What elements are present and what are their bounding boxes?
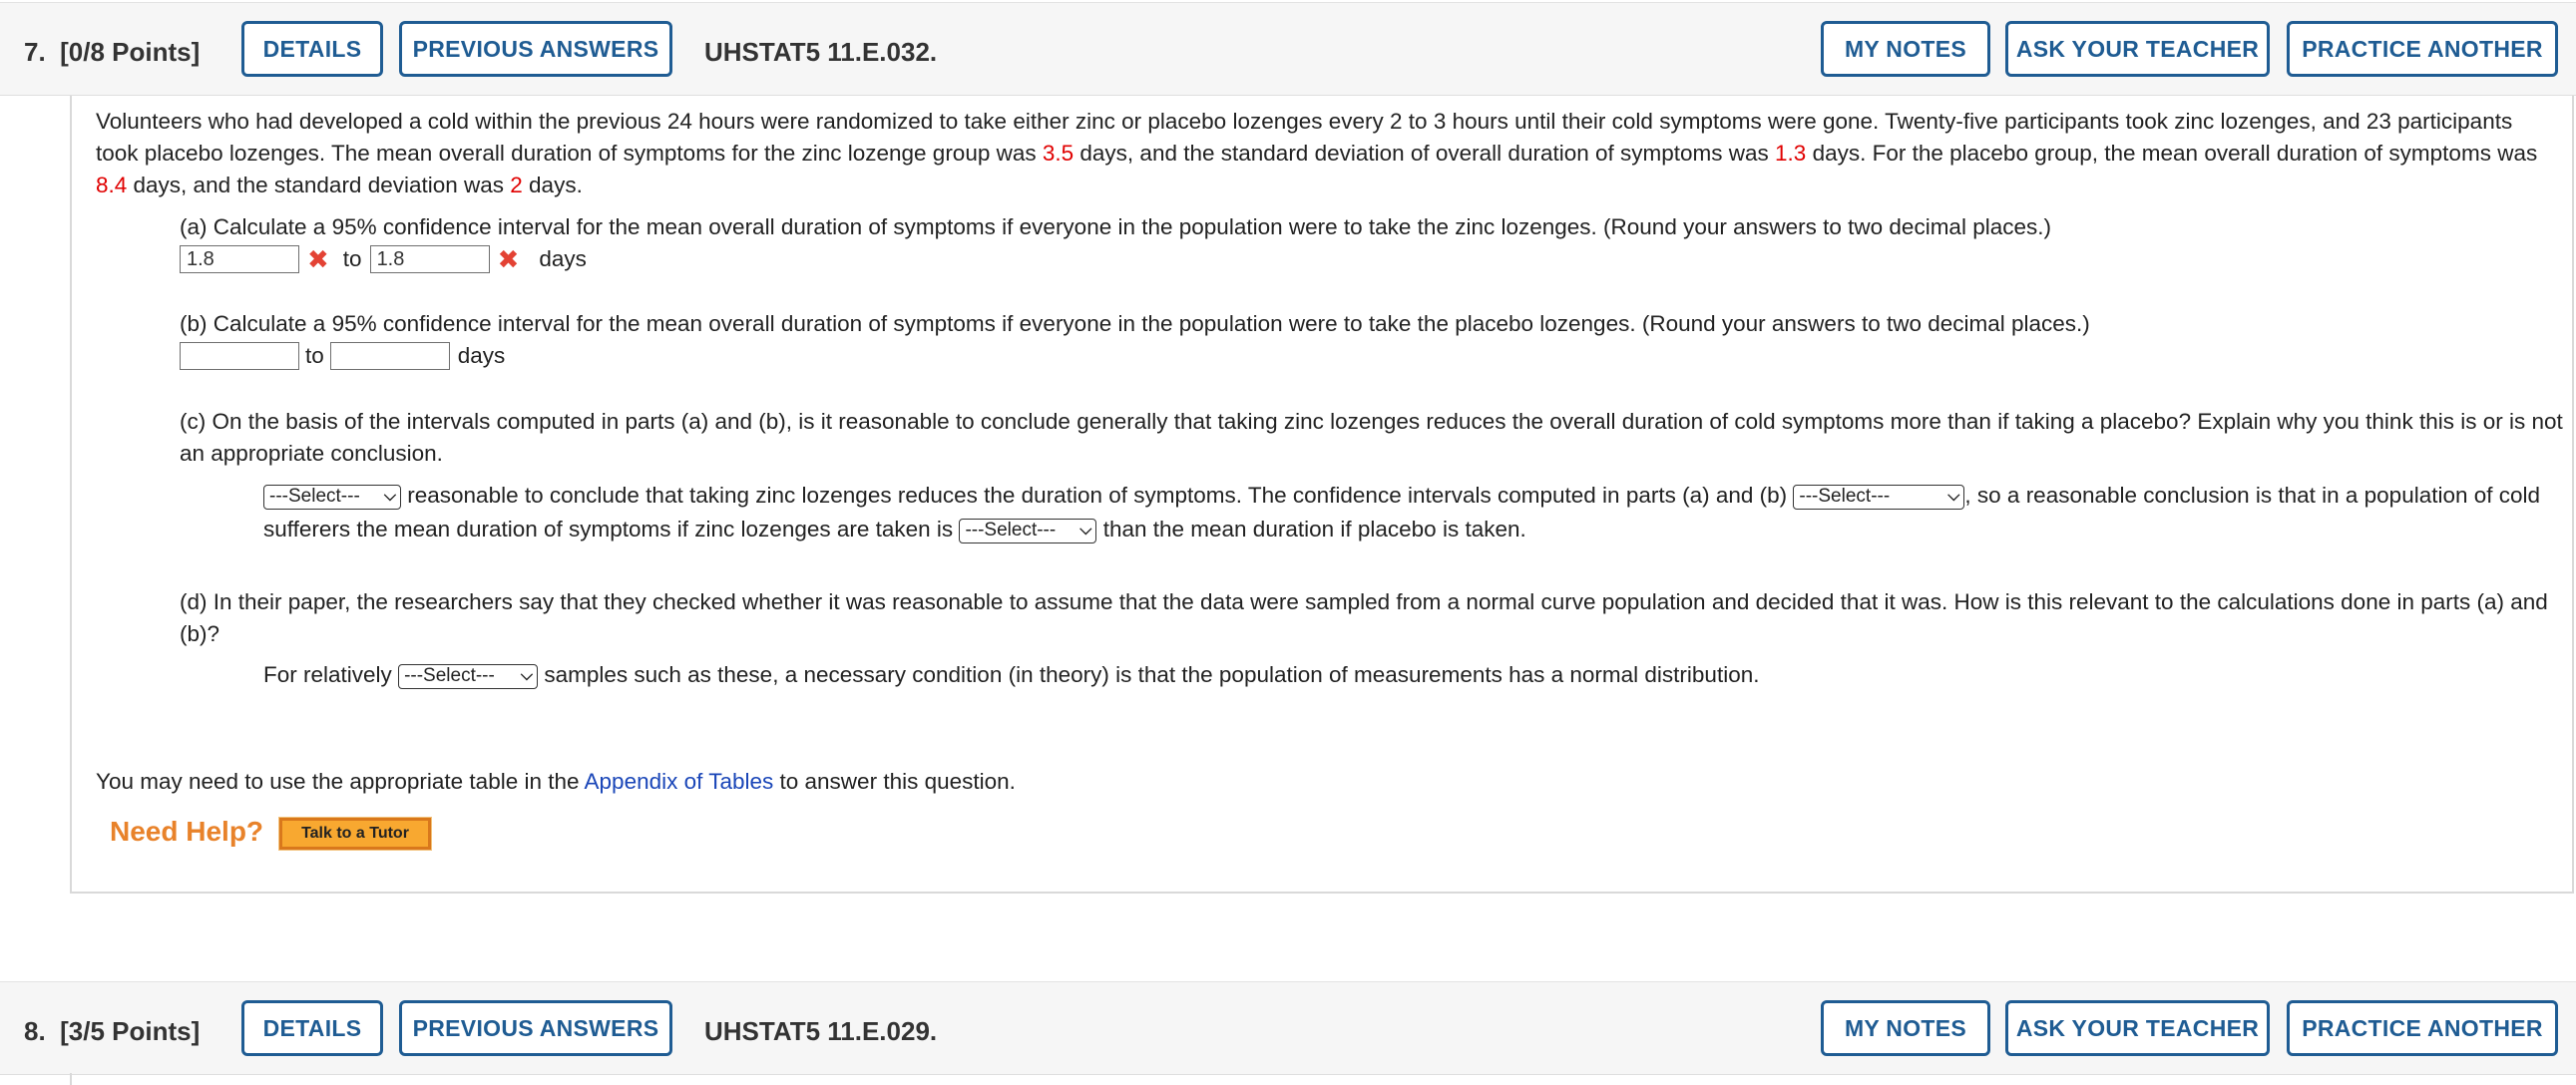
part-d-select[interactable]: ---Select--- ⌵ (398, 664, 538, 689)
chevron-down-icon: ⌵ (1947, 488, 1960, 506)
part-b-answers (180, 340, 505, 372)
zinc-mean-value: 3.5 (1042, 141, 1074, 166)
question-8-title: 8. [3/5 Points] (24, 1016, 201, 1046)
chevron-down-icon: ⌵ (383, 488, 396, 506)
part-a-lower-input[interactable]: 1.8 (180, 245, 299, 273)
part-a-answers (180, 243, 587, 275)
ask-your-teacher-button[interactable]: ASK YOUR TEACHER (2005, 21, 2270, 77)
incorrect-x-icon: ✖ (307, 244, 329, 274)
part-c-select-3[interactable]: ---Select--- ⌵ (959, 519, 1096, 543)
talk-to-a-tutor-button[interactable]: Talk to a Tutor (279, 818, 431, 850)
ask-your-teacher-button[interactable]: ASK YOUR TEACHER (2005, 1000, 2270, 1056)
practice-another-button[interactable]: PRACTICE ANOTHER (2287, 21, 2558, 77)
incorrect-x-icon: ✖ (497, 244, 520, 274)
part-d-answer: For relatively ---Select--- ⌵ samples such as these, a necessary condition (in theory) is that the population of measurements has a normal distribution. (263, 659, 2558, 691)
placebo-mean-value: 8.4 (96, 173, 128, 197)
question-8-header (0, 981, 2576, 1075)
problem-id: UHSTAT5 11.E.029. (704, 1016, 938, 1046)
to-label: to (305, 343, 324, 368)
question-7-body (70, 96, 2574, 894)
my-notes-button[interactable]: MY NOTES (1821, 21, 1990, 77)
previous-answers-button[interactable]: PREVIOUS ANSWERS (399, 1000, 672, 1056)
details-button[interactable]: DETAILS (241, 21, 383, 77)
chevron-down-icon: ⌵ (520, 667, 534, 685)
part-b-lower-input[interactable] (180, 342, 299, 370)
need-help-label: Need Help? (110, 816, 264, 847)
part-b-question: (b) Calculate a 95% confidence interval for the mean overall duration of symptoms if everyone in the population were to take the placebo lozenges. (Round your answers to two decimal places.) (180, 311, 2090, 336)
part-a-upper-input[interactable]: 1.8 (370, 245, 490, 273)
placebo-sd-value: 2 (510, 173, 523, 197)
problem-statement: Volunteers who had developed a cold within the previous 24 hours were randomized to take either zinc or placebo lozenges every 2 to 3 hours until their cold symptoms were gone. Twenty-five participants took zinc lozenges, and 23 participants took placebo lozenges. The mean overall duration of symptoms for the zinc lozenge group was 3.5 days, and the standard deviation of overall duration of symptoms was 1.3 days. For the placebo group, the mean overall duration of symptoms was 8.4 days, and the standard deviation was 2 days. (96, 109, 2538, 197)
part-c-answer: ---Select--- ⌵ reasonable to conclude that taking zinc lozenges reduces the duration of symptoms. The confidence intervals computed in parts (a) and (b) ---Select--- ⌵ , so a reasonable conclusion is that in a population of cold sufferers the mean duration of symptoms if zinc lozenges are taken is ---Select--- ⌵ than the mean duration if placebo is taken. (263, 479, 2558, 546)
part-a-question: (a) Calculate a 95% confidence interval for the mean overall duration of symptoms if everyone in the population were to take the zinc lozenges. (Round your answers to two decimal places.) (180, 214, 2051, 239)
problem-id: UHSTAT5 11.E.032. (704, 37, 938, 67)
question-7-header (0, 2, 2576, 96)
question-7-title: 7. [0/8 Points] (24, 37, 201, 67)
part-c-select-2[interactable]: ---Select--- ⌵ (1793, 485, 1964, 510)
part-d-question: (d) In their paper, the researchers say that they checked whether it was reasonable to assume that the data were sampled from a normal curve population and decided that it was. How is this relevant to the calculations done in parts (a) and (b)? (180, 589, 2548, 646)
days-label: days (539, 246, 587, 271)
days-label: days (457, 343, 506, 368)
part-c-select-1[interactable]: ---Select--- ⌵ (263, 485, 401, 510)
my-notes-button[interactable]: MY NOTES (1821, 1000, 1990, 1056)
appendix-of-tables-link[interactable]: Appendix of Tables (584, 769, 774, 794)
part-b-upper-input[interactable] (330, 342, 450, 370)
appendix-note: You may need to use the appropriate table in the Appendix of Tables to answer this question. (96, 769, 1016, 794)
to-label: to (342, 246, 362, 271)
part-c-question: (c) On the basis of the intervals computed in parts (a) and (b), is it reasonable to conclude generally that taking zinc lozenges reduces the overall duration of cold symptoms more than if taking a placebo? Explain why you think this is or is not an appropriate conclusion. (180, 409, 2563, 466)
previous-answers-button[interactable]: PREVIOUS ANSWERS (399, 21, 672, 77)
practice-another-button[interactable]: PRACTICE ANOTHER (2287, 1000, 2558, 1056)
zinc-sd-value: 1.3 (1775, 141, 1807, 166)
chevron-down-icon: ⌵ (1079, 522, 1092, 540)
details-button[interactable]: DETAILS (241, 1000, 383, 1056)
question-8-body (70, 1073, 2574, 1085)
